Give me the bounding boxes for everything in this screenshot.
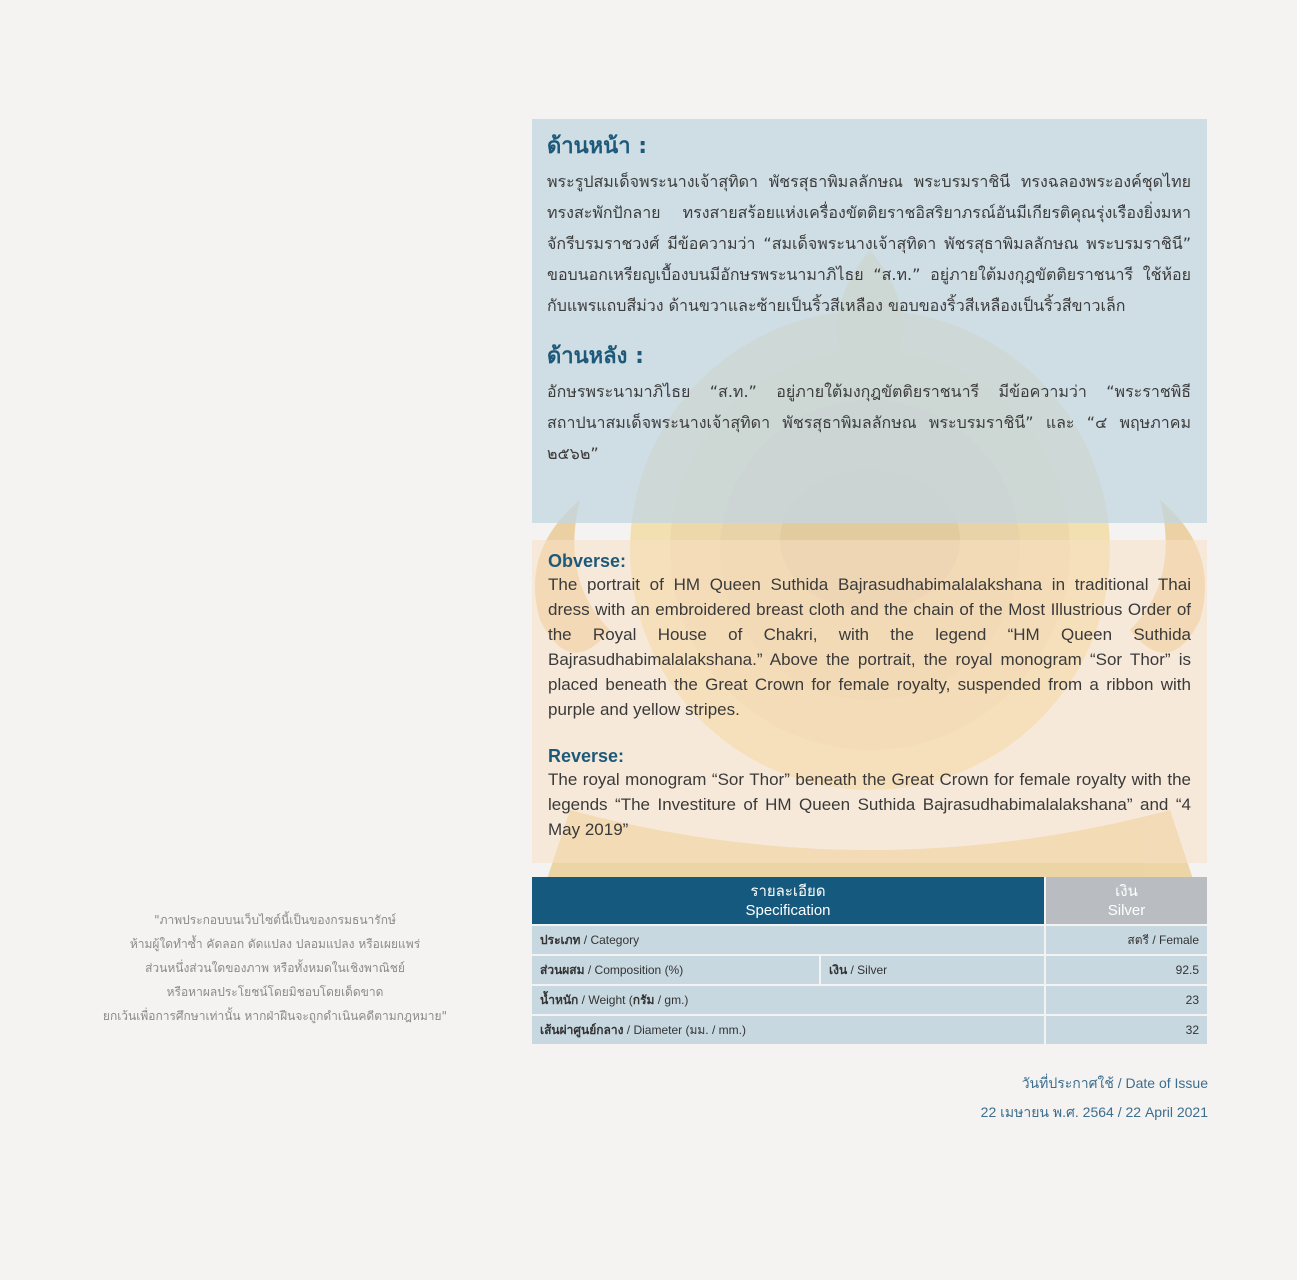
english-obverse-text: The portrait of HM Queen Suthida Bajrasudhabimalalakshana in traditional Thai dress with an embroidered breast cloth and the chain of the Most Illustrious Order of the Royal House of Chakri, with the legend “HM Queen Suthida Bajrasudhabimalalakshana.” Above the portrait, the royal monogram “Sor Thor” is placed beneath the Great Crown for female royalty, suspended from a ribbon with purple and yellow stripes. — [548, 575, 1191, 719]
specification-header-en: Specification — [745, 901, 831, 919]
table-row — [532, 955, 1207, 985]
category-label: ประเภท / Category — [532, 925, 1045, 955]
table-row — [532, 925, 1207, 955]
thai-obverse-heading: ด้านหน้า : — [547, 134, 648, 159]
specification-table — [532, 877, 1207, 1046]
diameter-label: เส้นผ่าศูนย์กลาง / Diameter (มม. / mm.) — [532, 1015, 1045, 1045]
english-obverse-heading: Obverse: — [548, 551, 627, 571]
thai-reverse-text: อักษรพระนามาภิไธย “ส.ท.” อยู่ภายใต้มงกุฎขัตติยราชนารี มีข้อความว่า “พระราชพิธีสถาปนาสมเด็จพระนางเจ้าสุทิดา พัชรสุธาพิมลลักษณ พระบรมราชินี” และ “๔ พฤษภาคม ๒๕๖๒” — [547, 382, 1191, 463]
table-row — [532, 1015, 1207, 1045]
copyright-disclaimer — [70, 908, 480, 1028]
disclaimer-line: "ภาพประกอบบนเว็บไซต์นี้เป็นของกรมธนารักษ์ — [154, 913, 396, 927]
silver-column-header-th: เงิน — [1115, 882, 1138, 900]
date-of-issue-label: วันที่ประกาศใช้ / Date of Issue — [1021, 1075, 1208, 1091]
date-of-issue-value: 22 เมษายน พ.ศ. 2564 / 22 April 2021 — [980, 1104, 1208, 1120]
weight-label: น้ำหนัก / Weight (กรัม / gm.) — [532, 985, 1045, 1015]
specification-header-th: รายละเอียด — [750, 882, 826, 900]
composition-value: 92.5 — [1045, 955, 1207, 985]
composition-label: ส่วนผสม / Composition (%) — [532, 955, 820, 985]
disclaimer-line: ยกเว้นเพื่อการศึกษาเท่านั้น หากฝ่าฝืนจะถูกดำเนินคดีตามกฎหมาย" — [102, 1009, 448, 1023]
thai-obverse-text: พระรูปสมเด็จพระนางเจ้าสุทิดา พัชรสุธาพิมลลักษณ พระบรมราชินี ทรงฉลองพระองค์ชุดไทย ทรงสะพักปักลาย ทรงสายสร้อยแห่งเครื่องขัตติยราชอิสริยาภรณ์อันมีเกียรติคุณรุ่งเรืองยิ่งมหาจักรีบรมราชวงศ์ มีข้อความว่า “สมเด็จพระนางเจ้าสุทิดา พัชรสุธาพิมลลักษณ พระบรมราชินี” ขอบนอกเหรียญเบื้องบนมีอักษรพระนามาภิไธย “ส.ท.” อยู่ภายใต้มงกุฎขัตติยราชนารี ใช้ห้อยกับแพรแถบสีม่วง ด้านขวาและซ้ายเป็นริ้วสีเหลือง ขอบของริ้วสีเหลืองเป็นริ้วสีขาวเล็ก — [547, 172, 1191, 315]
category-value: สตรี / Female — [1045, 925, 1207, 955]
composition-metal-label: เงิน / Silver — [820, 955, 1045, 985]
english-reverse-text: The royal monogram “Sor Thor” beneath the Great Crown for female royalty with the legends “The Investiture of HM Queen Suthida Bajrasudhabimalalakshana” and “4 May 2019” — [548, 770, 1191, 839]
table-row — [532, 985, 1207, 1015]
disclaimer-line: ส่วนหนึ่งส่วนใดของภาพ หรือทั้งหมดในเชิงพาณิชย์ — [145, 961, 405, 975]
thai-description-panel — [532, 119, 1207, 523]
specification-header — [532, 877, 1045, 925]
specification-header-row — [532, 877, 1207, 925]
thai-reverse-heading: ด้านหลัง : — [547, 344, 644, 369]
silver-column-header-en: Silver — [1107, 901, 1146, 919]
english-description-panel — [532, 540, 1207, 863]
silver-column-header — [1045, 877, 1207, 925]
disclaimer-line: ห้ามผู้ใดทำซ้ำ คัดลอก ดัดแปลง ปลอมแปลง หรือเผยแพร่ — [129, 937, 421, 951]
weight-value: 23 — [1045, 985, 1207, 1015]
disclaimer-line: หรือหาผลประโยชน์โดยมิชอบโดยเด็ดขาด — [166, 985, 384, 999]
english-reverse-heading: Reverse: — [548, 746, 625, 766]
diameter-value: 32 — [1045, 1015, 1207, 1045]
